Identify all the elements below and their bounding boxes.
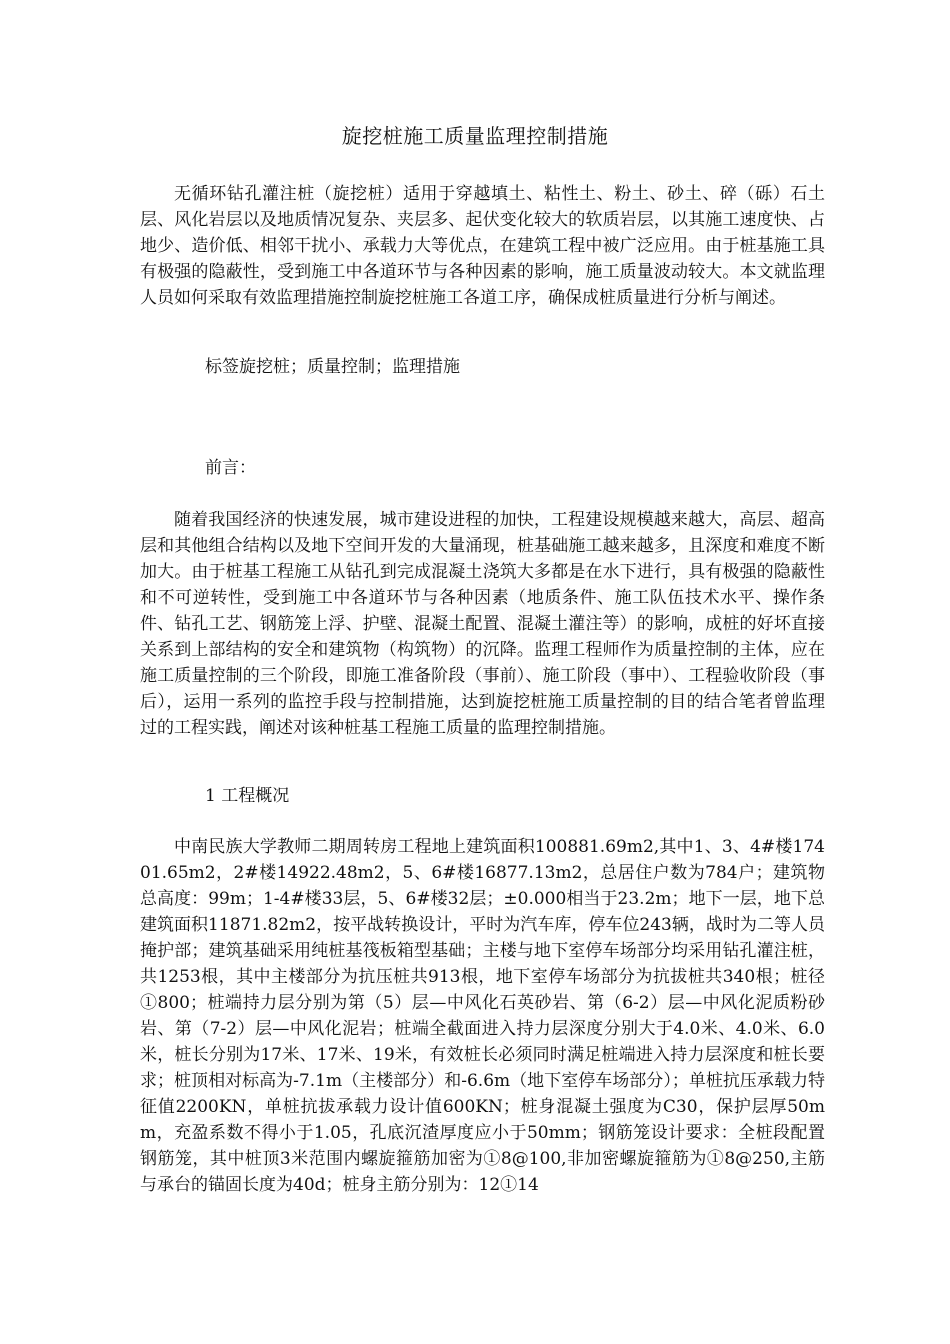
section-1-paragraph: 中南民族大学教师二期周转房工程地上建筑面积100881.69m2,其中1、3、4#楼17401.65m2，2#楼14922.48m2，5、6#楼16877.13m2，总居住户数为784户；建筑物总高度：99m；1-4#楼33层，5、6#楼32层；±0.000相当于23.2m；地下一层，地下总建筑面积11871.82m2，按平战转换设计，平时为汽车库，停车位243辆，战时为二等人员掩护部；建筑基础采用纯桩基筏板箱型基础；主楼与地下室停车场部分均采用钻孔灌注桩，共1253根，其中主楼部分为抗压桩共913根，地下室停车场部分为抗拔桩共340根；桩径①800；桩端持力层分别为第（5）层—中风化石英砂岩、第（6-2）层—中风化泥质粉砂岩、第（7-2）层—中风化泥岩；桩端全截面进入持力层深度分别大于4.0米、4.0米、6.0米，桩长分别为17米、17米、19米，有效桩长必须同时满足桩端进入持力层深度和桩长要求；桩顶相对标高为-7.1m（主楼部分）和-6.6m（地下室停车场部分）；单桩抗压承载力特征值2200KN，单桩抗拔承载力设计值600KN；桩身混凝土强度为C30，保护层厚50mm，充盈系数不得小于1.05，孔底沉渣厚度应小于50mm；钢筋笼设计要求：全桩段配置钢筋笼，其中桩顶3米范围内螺旋箍筋加密为①8@100,非加密螺旋箍筋为①8@250,主筋与承台的锚固长度为40d；桩身主筋分别为：12①14	[140, 837, 825, 1195]
section-1-heading: 1 工程概况	[205, 786, 290, 806]
abstract-paragraph: 无循环钻孔灌注桩（旋挖桩）适用于穿越填土、粘性土、粉土、砂土、碎（砾）石土层、风化岩层以及地质情况复杂、夹层多、起伏变化较大的软质岩层，以其施工速度快、占地少、造价低、相邻干扰小、承载力大等优点，在建筑工程中被广泛应用。由于桩基施工具有极强的隐蔽性，受到施工中各道环节与各种因素的影响，施工质量波动较大。本文就监理人员如何采取有效监理措施控制旋挖桩施工各道工序，确保成桩质量进行分析与阐述。	[140, 184, 825, 308]
document-title: 旋挖桩施工质量监理控制措施	[341, 124, 609, 148]
keywords-line: 标签旋挖桩；质量控制；监理措施	[205, 357, 460, 377]
preface-heading: 前言：	[205, 458, 256, 478]
preface-paragraph: 随着我国经济的快速发展，城市建设进程的加快，工程建设规模越来越大，高层、超高层和其他组合结构以及地下空间开发的大量涌现，桩基础施工越来越多，且深度和难度不断加大。由于桩基工程施工从钻孔到完成混凝土浇筑大多都是在水下进行，具有极强的隐蔽性和不可逆转性，受到施工中各道环节与各种因素（地质条件、施工队伍技术水平、操作条件、钻孔工艺、钢筋笼上浮、护壁、混凝土配置、混凝土灌注等）的影响，成桩的好坏直接关系到上部结构的安全和建筑物（构筑物）的沉降。监理工程师作为质量控制的主体，应在施工质量控制的三个阶段，即施工准备阶段（事前）、施工阶段（事中）、工程验收阶段（事后），运用一系列的监控手段与控制措施，达到旋挖桩施工质量控制的目的结合笔者曾监理过的工程实践，阐述对该种桩基工程施工质量的监理控制措施。	[140, 510, 825, 738]
